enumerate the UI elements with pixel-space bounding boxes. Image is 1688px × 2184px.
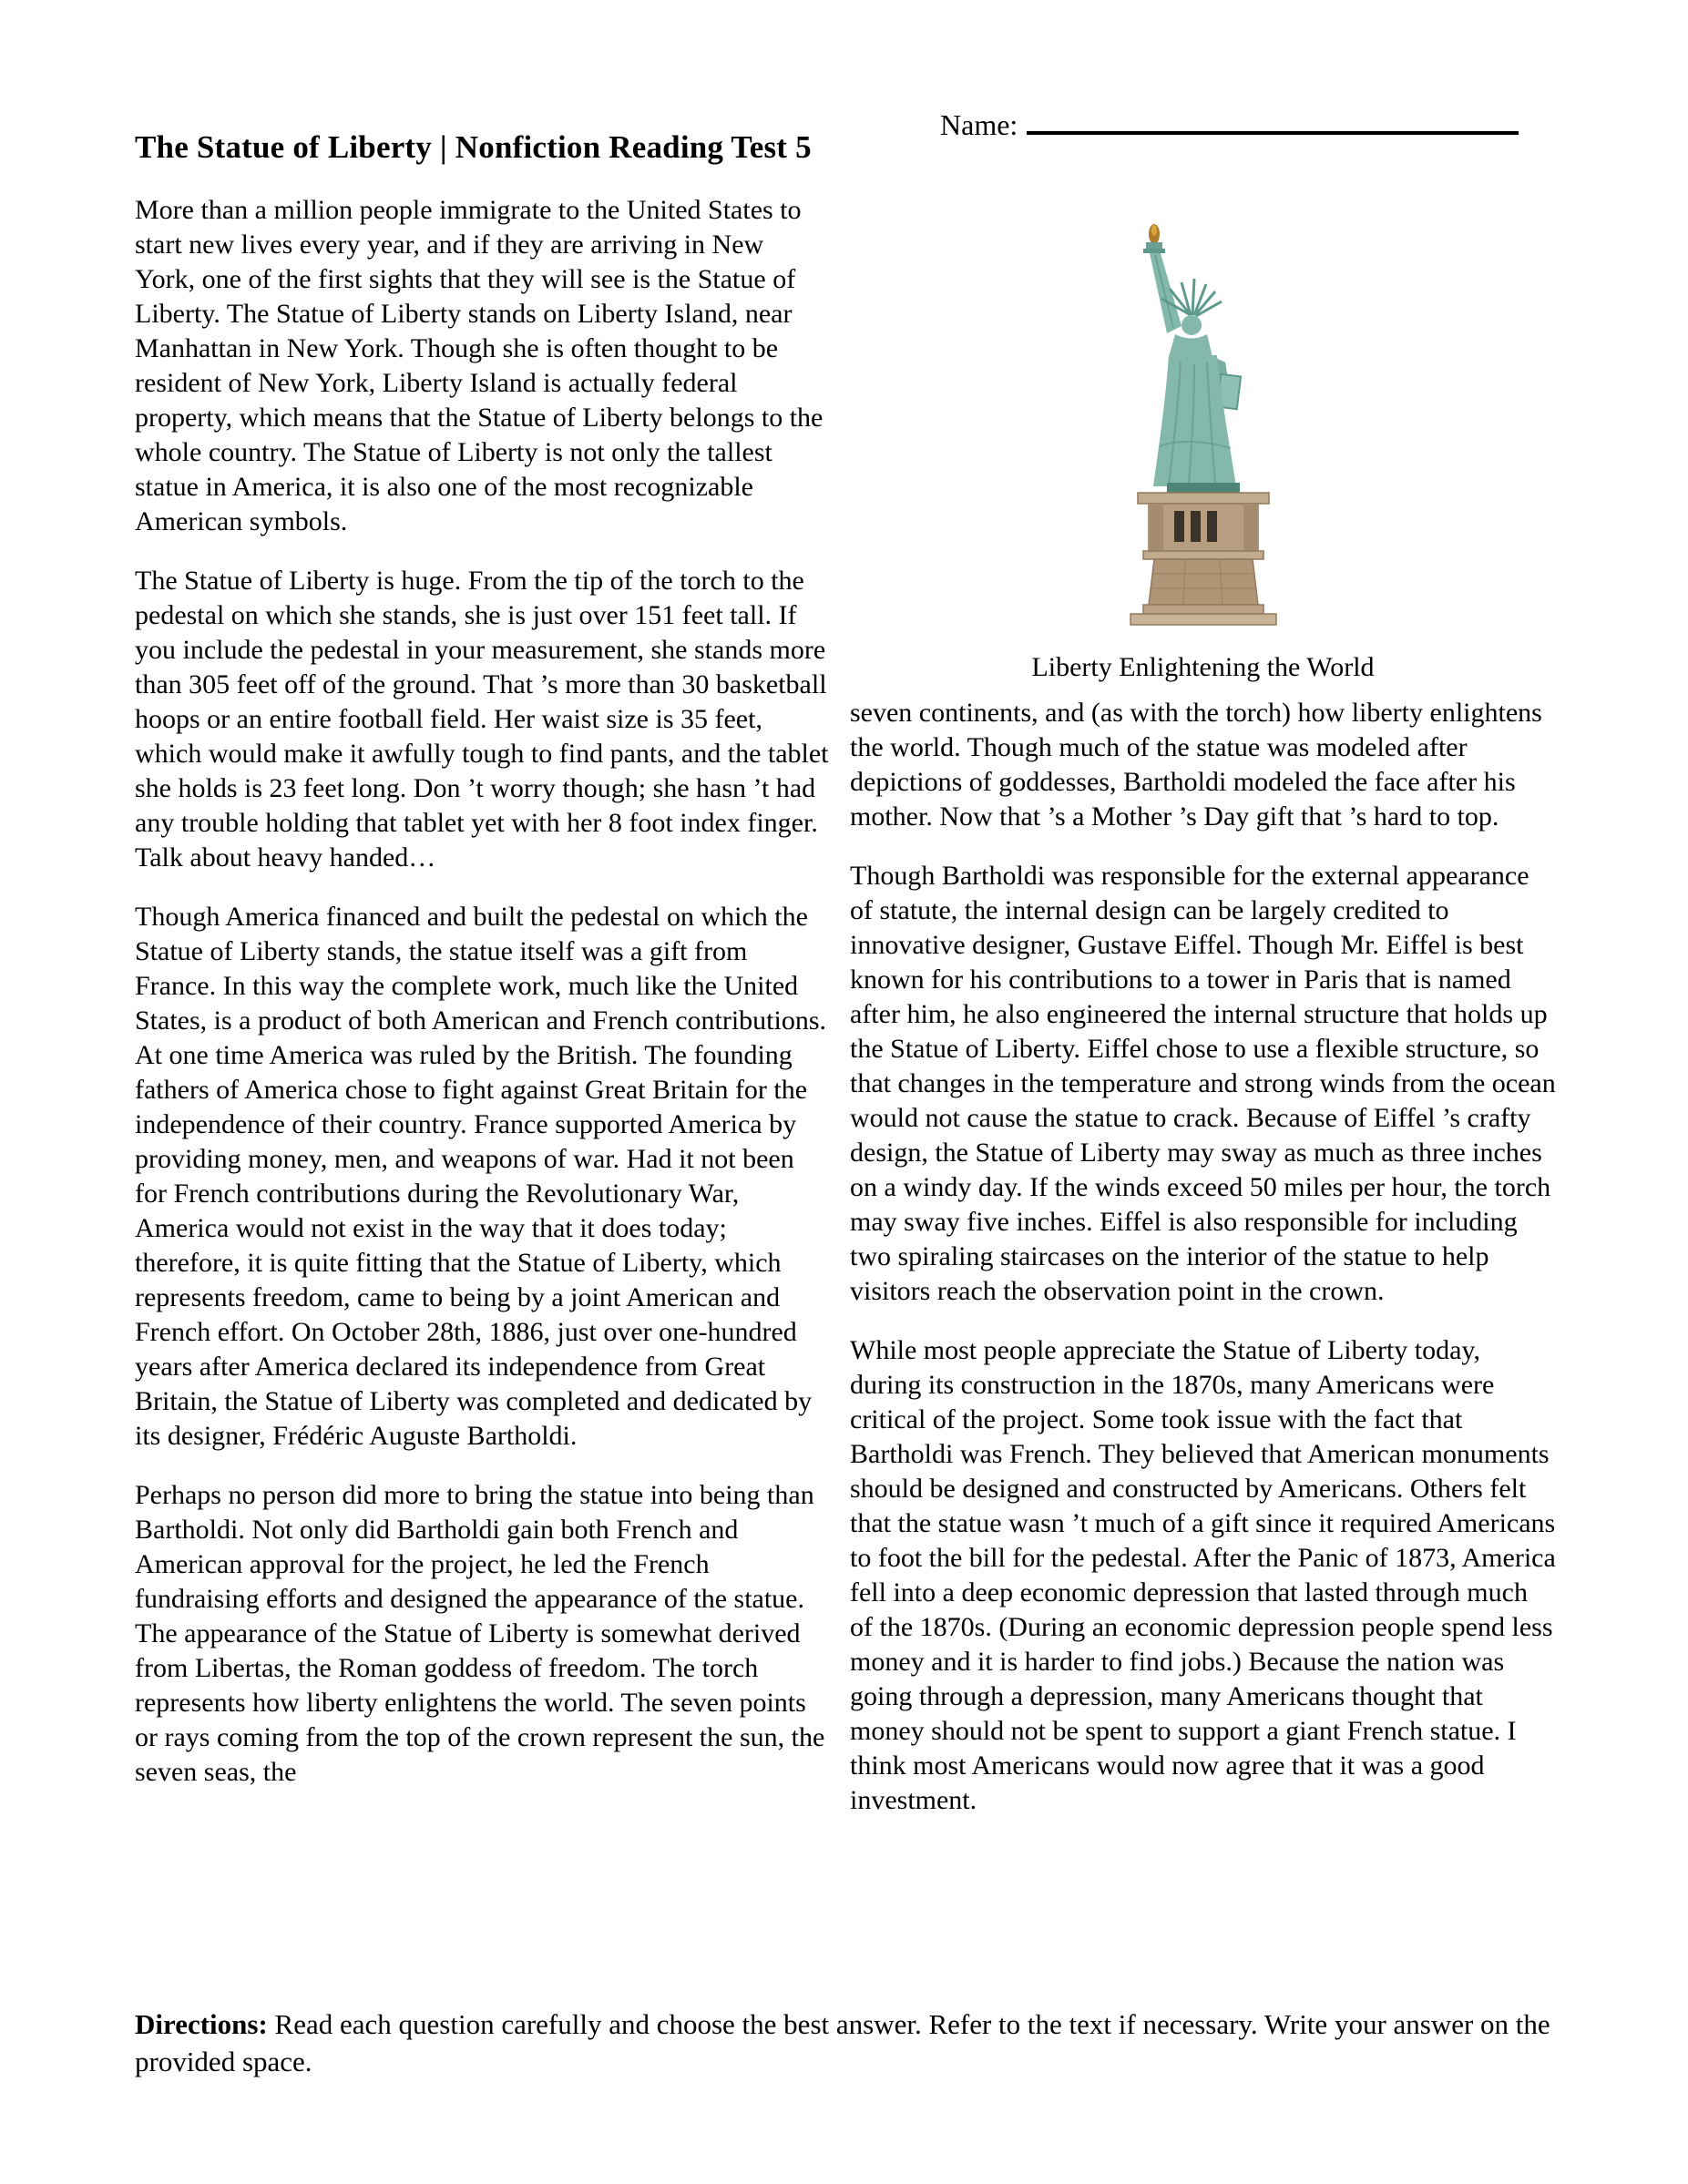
directions-label: Directions:	[135, 2008, 268, 2040]
body-paragraph: The Statue of Liberty is huge. From the tip of the torch to the pedestal on which she stands, she is just over 151 feet tall. If you include the pedestal in your measurement, she stands more than 305 feet off of the ground. That ’s more than 30 basketball hoops or an entire football field. Her waist size is 35 feet, which would make it awfully tough to find pants, and the tablet she holds is 23 feet long. Don ’t worry though; she hasn ’t had any trouble holding that tablet yet with her 8 foot index finger. Talk about heavy handed…	[135, 566, 829, 873]
statue-head	[1182, 315, 1202, 335]
body-paragraph: seven continents, and (as with the torch) how liberty enlightens the world. Though much of the statue was modeled after depictions of goddesses, Bartholdi modeled the face after his mother. Now that ’s a Mother ’s Day gift that ’s hard to top.	[850, 698, 1542, 832]
body-paragraph: More than a million people immigrate to the United States to start new lives every year, and if they are arriving in New York, one of the first sights that they will see is the Statue of Liberty. The Statue of Liberty stands on Liberty Island, near Manhattan in New York. Though she is often thought to be resident of New York, Liberty Island is actually federal property, which means that the Statue of Liberty belongs to the whole country. The Statue of Liberty is not only the tallest statue in America, it is also one of the most recognizable American symbols.	[135, 195, 824, 536]
name-label: Name:	[940, 108, 1018, 141]
page-title: The Statue of Liberty | Nonfiction Reading Test 5	[135, 129, 812, 165]
body-paragraph: Perhaps no person did more to bring the statue into being than Bartholdi. Not only did Bartholdi gain both French and American approval for the project, he led the French fundraising efforts and designed the appearance of the statue. The appearance of the Statue of Liberty is somewhat derived from Libertas, the Roman goddess of freedom. The torch represents how liberty enlightens the world. The seven points or rays coming from the top of the crown represent the sun, the seven seas, the	[135, 1480, 825, 1787]
body-paragraph: Though America financed and built the pedestal on which the Statue of Liberty stands, the statue itself was a gift from France. In this way the complete work, much like the United States, is a product of both American and French contributions. At one time America was ruled by the British. The founding fathers of America chose to fight against Great Britain for the independence of their country. France supported America by providing money, men, and weapons of war. Had it not been for French contributions during the Revolutionary War, America would not exist in the way that it does today; therefore, it is quite fitting that the Statue of Liberty, which represents freedom, came to being by a joint American and French effort. On October 28th, 1886, just over one-hundred years after America declared its independence from Great Britain, the Statue of Liberty was completed and dedicated by its designer, Frédéric Auguste Bartholdi.	[135, 902, 827, 1451]
statue-of-liberty-image	[1062, 219, 1345, 627]
body-paragraph: While most people appreciate the Statue of Liberty today, during its construction in the 1870s, many Americans were critical of the project. Some took issue with the fact that Bartholdi was French. They believed that American monuments should be designed and constructed by Americans. Others felt that the statue wasn ’t much of a gift since it required Americans to foot the bill for the pedestal. After the Panic of 1873, America fell into a deep economic depression that lasted through much of the 1870s. (During an economic depression people spend less money and it is harder to find jobs.) Because the nation was going through a depression, many Americans thought that money should not be spent to support a giant French statue. I think most Americans would now agree that it was a good investment.	[850, 1335, 1556, 1815]
right-column	[850, 193, 1556, 1842]
name-field	[940, 107, 1519, 142]
statue-base	[1167, 483, 1240, 493]
left-column	[135, 193, 829, 1814]
torch	[1146, 242, 1162, 250]
statue-figure	[850, 193, 1556, 685]
statue-caption: Liberty Enlightening the World	[1031, 652, 1375, 682]
directions-text: Read each question carefully and choose the best answer. Refer to the text if necessary. Write your answer on the provided space.	[135, 2008, 1550, 2077]
body-paragraph: Though Bartholdi was responsible for the external appearance of statute, the internal design can be largely credited to innovative designer, Gustave Eiffel. Though Mr. Eiffel is best known for his contributions to a tower in Paris that is named after him, he also engineered the internal structure that holds up the Statue of Liberty. Eiffel chose to use a flexible structure, so that changes in the temperature and strong winds from the ocean would not cause the statue to crack. Because of Eiffel ’s crafty design, the Statue of Liberty may sway as much as three inches on a windy day. If the winds exceed 50 miles per hour, the torch may sway five inches. Eiffel is also responsible for including two spiraling staircases on the interior of the statue to help visitors reach the observation point in the crown.	[850, 861, 1556, 1306]
pedestal	[1130, 493, 1276, 625]
directions	[135, 2005, 1558, 2080]
name-blank-line	[1027, 107, 1519, 135]
